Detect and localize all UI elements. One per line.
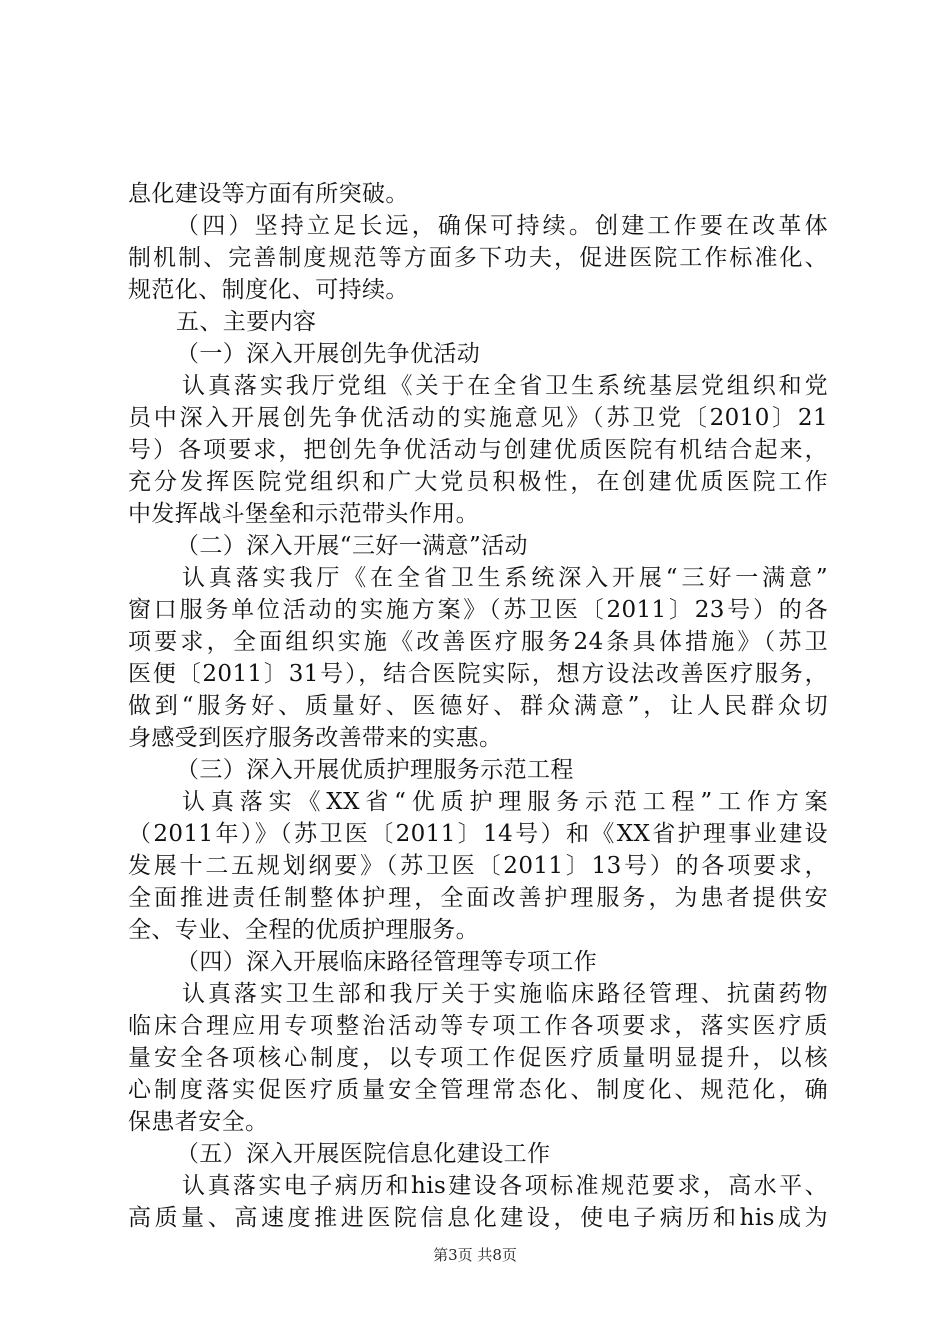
page-number-footer: 第3页 共8页 xyxy=(433,1246,517,1264)
text-line: 认真落实电子病历和his建设各项标准规范要求，高水平、 xyxy=(182,1173,828,1199)
text-line: 认真落实《XX省“优质护理服务示范工程”工作方案 xyxy=(182,789,828,815)
text-line: 全、专业、全程的优质护理服务。 xyxy=(128,917,479,943)
text-line: 发展十二五规划纲要》（苏卫医〔2011〕13号）的各项要求， xyxy=(128,853,828,879)
text-line: 息化建设等方面有所突破。 xyxy=(128,181,409,207)
text-line: 认真落实卫生部和我厅关于实施临床路径管理、抗菌药物 xyxy=(182,981,828,1007)
text-line: 号）各项要求，把创先争优活动与创建优质医院有机结合起来， xyxy=(128,437,828,463)
text-line: 医便〔2011〕31号），结合医院实际，想方设法改善医疗服务， xyxy=(128,661,828,687)
section-heading: 五、主要内容 xyxy=(176,309,317,335)
text-line: （四）坚持立足长远，确保可持续。创建工作要在改革体 xyxy=(176,213,828,239)
text-line: 员中深入开展创先争优活动的实施意见》（苏卫党〔2010〕21 xyxy=(128,405,828,431)
subsection-heading: （一）深入开展创先争优活动 xyxy=(176,341,481,367)
subsection-heading: （五）深入开展医院信息化建设工作 xyxy=(176,1141,551,1167)
text-line: 身感受到医疗服务改善带来的实惠。 xyxy=(128,725,503,751)
text-line: 临床合理应用专项整治活动等专项工作各项要求，落实医疗质 xyxy=(128,1013,828,1039)
text-line: 制机制、完善制度规范等方面多下功夫，促进医院工作标准化、 xyxy=(128,245,828,271)
text-line: 项要求，全面组织实施《改善医疗服务24条具体措施》（苏卫 xyxy=(128,629,828,655)
subsection-heading: （三）深入开展优质护理服务示范工程 xyxy=(176,757,574,783)
text-line: 心制度落实促医疗质量安全管理常态化、制度化、规范化，确 xyxy=(128,1077,828,1103)
text-line: 保患者安全。 xyxy=(128,1109,269,1135)
subsection-heading: （二）深入开展“三好一满意”活动 xyxy=(176,533,528,559)
text-line: 中发挥战斗堡垒和示范带头作用。 xyxy=(128,501,479,527)
text-line: 规范化、制度化、可持续。 xyxy=(128,277,409,303)
text-line: 充分发挥医院党组织和广大党员积极性，在创建优质医院工作 xyxy=(128,469,828,495)
text-line: 认真落实我厅《在全省卫生系统深入开展“三好一满意” xyxy=(182,565,828,591)
document-body xyxy=(128,178,828,1234)
text-line: 全面推进责任制整体护理，全面改善护理服务，为患者提供安 xyxy=(128,885,828,911)
text-line: 量安全各项核心制度，以专项工作促医疗质量明显提升，以核 xyxy=(128,1045,828,1071)
text-line: （2011年）》（苏卫医〔2011〕14号）和《XX省护理事业建设 xyxy=(128,821,828,847)
text-line: 做到“服务好、质量好、医德好、群众满意”，让人民群众切 xyxy=(128,693,828,719)
text-line: 认真落实我厅党组《关于在全省卫生系统基层党组织和党 xyxy=(182,373,828,399)
text-line: 窗口服务单位活动的实施方案》（苏卫医〔2011〕23号）的各 xyxy=(128,597,828,623)
text-line: 高质量、高速度推进医院信息化建设，使电子病历和his成为 xyxy=(128,1205,828,1231)
subsection-heading: （四）深入开展临床路径管理等专项工作 xyxy=(176,949,598,975)
